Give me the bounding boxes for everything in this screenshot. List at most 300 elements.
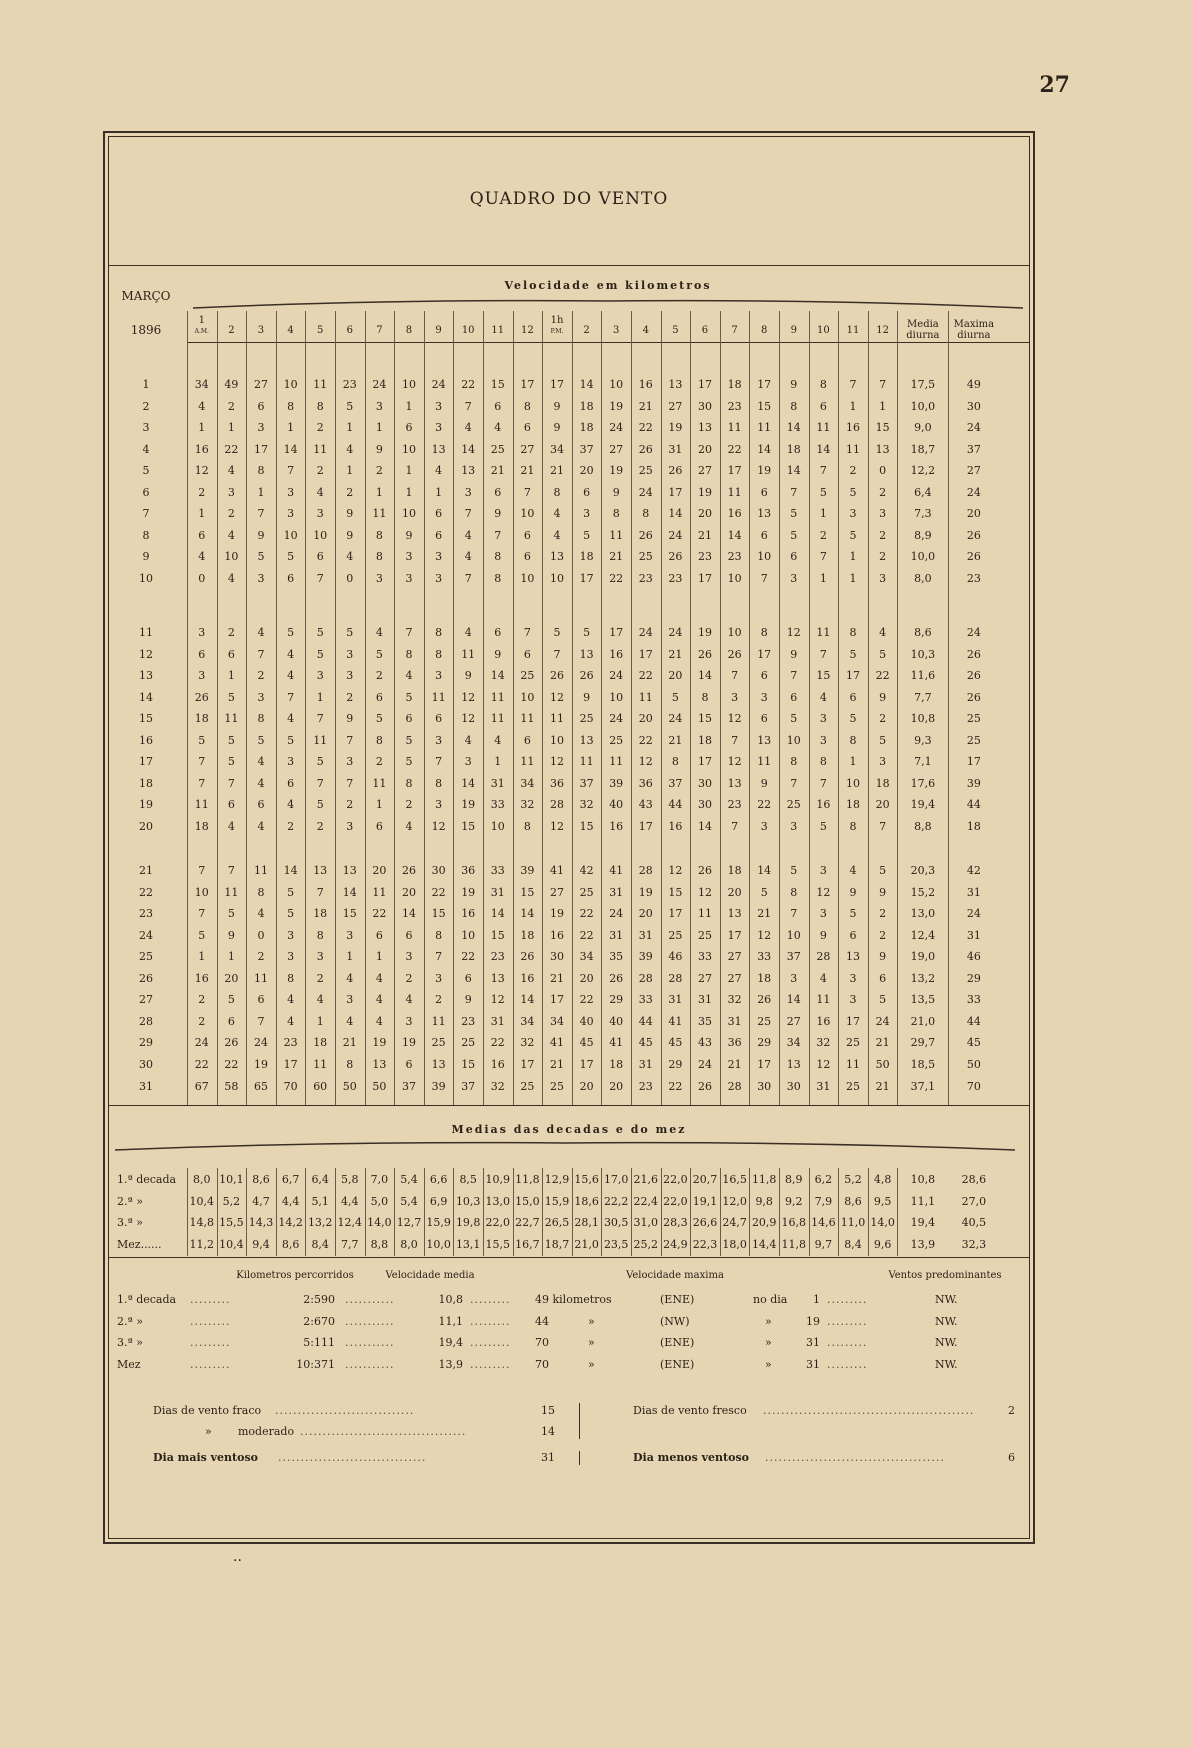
hour-value: 6	[257, 798, 265, 812]
hour-value: 30	[549, 950, 564, 964]
hour-value: 21	[668, 647, 683, 661]
hour-value: 15	[668, 885, 683, 899]
vento-value: NW.	[935, 1336, 958, 1349]
day-label: 4	[142, 442, 150, 456]
hour-value: 4	[227, 528, 235, 542]
day-label: 3	[142, 421, 150, 435]
hour-value: 36	[549, 776, 564, 790]
hour-value: 11	[845, 1057, 860, 1071]
decada-hour-value: 4,4	[341, 1194, 359, 1208]
decada-hour-value: 22,0	[663, 1173, 688, 1186]
hour-value: 2	[819, 528, 827, 542]
hour-header: 6	[701, 325, 709, 336]
hour-value: 8	[375, 733, 383, 747]
hour-value: 7	[257, 647, 265, 661]
hour-value: 7	[435, 950, 443, 964]
hour-value: 5	[849, 647, 857, 661]
hour-value: 13	[757, 733, 772, 747]
hour-value: 11	[313, 733, 328, 747]
hour-value: 5	[198, 928, 206, 942]
decada-hour-value: 8,6	[252, 1173, 270, 1186]
hour-value: 9	[346, 528, 354, 542]
hour-value: 6	[435, 712, 443, 726]
medias-column-rule	[661, 1168, 662, 1256]
dia-value: 19	[806, 1314, 820, 1328]
decada-label: 1.ª decada	[117, 1173, 177, 1186]
hour-header: 1 A.M.	[187, 315, 217, 337]
hour-value: 10	[401, 507, 416, 521]
hour-value: 8	[257, 712, 265, 726]
hour-value: 6	[435, 528, 443, 542]
hour-value: 4	[316, 485, 324, 499]
hour-value: 3	[346, 993, 354, 1007]
leader-dots: ...........	[345, 1314, 395, 1328]
decada-hour-value: 28,3	[663, 1216, 688, 1229]
hour-value: 12	[638, 755, 653, 769]
hour-value: 9	[583, 690, 591, 704]
hour-value: 6	[583, 485, 591, 499]
decada-hour-value: 4,4	[281, 1194, 300, 1208]
hour-value: 8	[435, 776, 443, 790]
hour-value: 6	[523, 528, 531, 542]
hour-value: 11	[224, 885, 239, 899]
decada-hour-value: 12,0	[722, 1194, 747, 1208]
medias-column-rule	[749, 1168, 750, 1256]
hour-value: 4	[287, 712, 295, 726]
hour-value: 11	[757, 755, 772, 769]
hour-value: 50	[342, 1079, 357, 1093]
hour-value: 21	[875, 1079, 890, 1093]
hour-value: 5	[287, 885, 295, 899]
hour-value: 23	[638, 1079, 653, 1093]
hour-value: 14	[461, 442, 476, 456]
hour-value: 24	[875, 1014, 890, 1028]
hour-value: 5	[227, 690, 235, 704]
hour-value: 8	[405, 776, 413, 790]
hour-value: 5	[790, 507, 798, 521]
hour-value: 5	[287, 626, 295, 639]
hour-value: 2	[227, 626, 235, 639]
leader-dots: ...............................................	[763, 1404, 975, 1417]
hour-value: 21	[549, 971, 564, 985]
hour-value: 25	[638, 464, 653, 478]
hour-value: 1	[257, 485, 265, 499]
hour-value: 5	[227, 755, 235, 769]
hour-value: 3	[257, 421, 265, 435]
hour-value: 44	[668, 798, 683, 812]
hour-value: 17	[609, 626, 624, 639]
maxima-diurna-value: 20	[966, 507, 981, 521]
hour-value: 7	[316, 885, 324, 899]
decada-hour-value: 11,8	[751, 1173, 777, 1186]
hour-value: 6	[464, 971, 472, 985]
hour-value: 9	[612, 485, 620, 499]
hour-value: 15	[579, 819, 594, 833]
hour-value: 11	[253, 864, 268, 877]
hour-value: 3	[287, 950, 295, 964]
hour-value: 32	[520, 1036, 535, 1050]
hour-value: 16	[727, 507, 742, 521]
hour-value: 5	[879, 993, 887, 1007]
hour-value: 3	[819, 864, 827, 877]
hour-value: 8	[849, 819, 857, 833]
decada-hour-value: 15,6	[574, 1173, 599, 1186]
hour-value: 16	[816, 798, 831, 812]
maxima-diurna-value: 24	[966, 907, 981, 921]
hour-value: 5	[790, 864, 798, 877]
leader-dots: .........	[827, 1314, 868, 1328]
hour-value: 1	[819, 571, 827, 585]
hour-value: 11	[727, 421, 742, 435]
hour-value: 19	[549, 907, 564, 921]
hour-value: 4	[819, 971, 827, 985]
hour-value: 7	[819, 550, 827, 564]
decada-hour-value: 14,3	[248, 1216, 274, 1229]
mais-label: Dia mais ventoso	[153, 1451, 258, 1464]
hour-value: 31	[638, 1057, 653, 1071]
hour-value: 8	[346, 1057, 354, 1071]
vel-media-value: 11,1	[438, 1314, 463, 1328]
hour-value: 23	[668, 571, 683, 585]
hour-value: 19	[757, 464, 772, 478]
decada-hour-value: 22,7	[515, 1216, 540, 1229]
day-label: 12	[139, 647, 153, 661]
hour-value: 9	[494, 647, 502, 661]
hour-value: 27	[549, 885, 564, 899]
hour-value: 21	[757, 907, 772, 921]
decada-hour-value: 4,7	[252, 1194, 270, 1208]
hour-value: 14	[490, 669, 505, 683]
hour-value: 3	[405, 950, 413, 964]
hour-value: 6	[790, 550, 798, 564]
day-label: 15	[139, 712, 153, 726]
hour-value: 4	[464, 421, 472, 435]
hour-value: 8	[435, 647, 443, 661]
hour-value: 25	[579, 885, 594, 899]
hour-value: 20	[638, 712, 653, 726]
hour-value: 3	[760, 819, 768, 833]
hour-value: 1	[849, 550, 857, 564]
hour-value: 8	[523, 399, 531, 413]
hour-value: 24	[609, 712, 624, 726]
hour-value: 10	[727, 626, 742, 639]
decada-hour-value: 8,4	[844, 1237, 862, 1251]
hour-value: 3	[346, 647, 354, 661]
hour-header: 2	[228, 325, 235, 336]
hour-value: 31	[490, 776, 505, 790]
hour-value: 3	[198, 626, 206, 639]
hour-value: 11	[816, 626, 831, 639]
vel-media-value: 10,8	[438, 1293, 463, 1306]
hour-value: 4	[375, 626, 383, 639]
hour-value: 3	[287, 507, 295, 521]
hour-value: 6	[287, 571, 295, 585]
media-diurna-value: 20,3	[910, 864, 936, 877]
hour-value: 12	[461, 690, 476, 704]
hour-value: 8	[287, 971, 295, 985]
hour-value: 4	[257, 626, 265, 639]
hour-value: 11	[579, 755, 594, 769]
hour-value: 4	[257, 755, 265, 769]
hour-value: 5	[849, 907, 857, 921]
hour-value: 13	[549, 550, 564, 564]
hour-header: 8	[761, 325, 768, 336]
hour-value: 11	[845, 442, 860, 456]
hour-value: 6	[405, 712, 413, 726]
decada-hour-value: 12,7	[396, 1216, 422, 1229]
hour-value: 4	[227, 571, 235, 585]
day-label: 7	[142, 507, 150, 521]
hour-value: 25	[757, 1014, 772, 1028]
hour-value: 10	[313, 528, 328, 542]
hour-value: 17	[727, 928, 742, 942]
hour-value: 29	[609, 993, 624, 1007]
hour-value: 2	[879, 907, 887, 921]
hour-value: 7	[346, 776, 354, 790]
media-diurna-value: 13,2	[910, 971, 936, 985]
hour-value: 1	[849, 571, 857, 585]
decada-hour-value: 22,4	[633, 1194, 659, 1208]
media-diurna-value: 12,2	[910, 464, 936, 478]
hour-value: 14	[786, 993, 801, 1007]
hour-value: 1	[346, 421, 354, 435]
hour-value: 5	[879, 733, 887, 747]
mais-value: 31	[541, 1451, 555, 1464]
hour-value: 25	[490, 442, 505, 456]
decada-hour-value: 11,8	[515, 1173, 540, 1186]
decada-hour-value: 8,4	[311, 1237, 329, 1251]
hour-value: 7	[464, 571, 472, 585]
no-dia-label: no dia	[753, 1293, 788, 1306]
vel-maxima-value: 49 kilometros	[535, 1293, 612, 1306]
maxima-diurna-value: 26	[966, 647, 981, 661]
hour-value: 1	[819, 507, 827, 521]
dia-value: 1	[813, 1293, 820, 1306]
hour-value: 17	[845, 1014, 860, 1028]
hour-value: 5	[257, 550, 265, 564]
hour-value: 16	[520, 971, 535, 985]
hour-value: 31	[816, 1079, 831, 1093]
hour-value: 3	[346, 928, 354, 942]
hour-value: 22	[224, 442, 239, 456]
hour-value: 3	[287, 755, 295, 769]
hour-value: 6	[375, 819, 383, 833]
hour-value: 12	[549, 819, 564, 833]
hour-value: 39	[638, 950, 653, 964]
hour-value: 3	[375, 399, 383, 413]
hour-value: 12	[490, 993, 505, 1007]
km-value: 2:670	[303, 1314, 335, 1328]
hour-value: 11	[431, 690, 446, 704]
hour-value: 4	[849, 864, 857, 877]
hour-value: 1	[375, 798, 383, 812]
decada-hour-value: 24,9	[663, 1237, 688, 1251]
medias-column-rule	[365, 1168, 366, 1256]
medias-column-rule	[394, 1168, 395, 1256]
hour-value: 22	[668, 1079, 683, 1093]
hour-value: 40	[609, 1014, 624, 1028]
hour-value: 37	[786, 950, 801, 964]
hour-value: 14	[283, 442, 298, 456]
hour-value: 29	[757, 1036, 772, 1050]
hour-value: 3	[583, 507, 591, 521]
hour-value: 5	[879, 864, 887, 877]
hour-value: 5	[790, 528, 798, 542]
hour-value: 10	[727, 571, 742, 585]
day-label: 30	[139, 1057, 153, 1071]
hour-value: 32	[520, 798, 535, 812]
hour-value: 31	[668, 993, 683, 1007]
hour-value: 0	[198, 571, 206, 585]
hour-value: 7	[316, 712, 324, 726]
hour-value: 39	[609, 776, 624, 790]
hour-value: 10	[549, 733, 564, 747]
media-diurna-value: 37,1	[910, 1079, 936, 1093]
hour-value: 19	[668, 421, 683, 435]
hour-value: 20	[609, 1079, 624, 1093]
hour-header: 7	[731, 325, 738, 336]
hour-value: 24	[638, 485, 653, 499]
hour-value: 8	[849, 733, 857, 747]
hour-value: 14	[757, 442, 772, 456]
hour-value: 11	[372, 776, 387, 790]
hour-value: 36	[727, 1036, 742, 1050]
hour-value: 6	[375, 928, 383, 942]
hour-value: 11	[609, 528, 624, 542]
decada-hour-value: 16,5	[722, 1173, 747, 1186]
decada-hour-value: 22,3	[692, 1237, 718, 1251]
hour-value: 5	[849, 712, 857, 726]
hour-value: 6	[435, 507, 443, 521]
medias-column-rule	[305, 1168, 306, 1256]
media-diurna-value: 8,6	[914, 626, 932, 639]
hour-value: 28	[668, 971, 683, 985]
hour-value: 12	[549, 690, 564, 704]
no-dia-label: »	[765, 1314, 772, 1328]
hour-value: 31	[490, 1014, 505, 1028]
maxima-diurna-value: 46	[966, 950, 981, 964]
decada-hour-value: 22,0	[663, 1194, 688, 1208]
media-diurna-value: 19,4	[910, 798, 936, 812]
hour-value: 7	[790, 776, 798, 790]
hour-value: 14	[283, 864, 298, 877]
hour-value: 18	[845, 798, 860, 812]
decada-hour-value: 13,0	[485, 1194, 511, 1208]
hour-value: 15	[816, 669, 831, 683]
hour-value: 6	[405, 421, 413, 435]
hour-value: 11	[224, 712, 239, 726]
hour-value: 31	[727, 1014, 742, 1028]
velocity-label: Velocidade em kilometros	[504, 279, 712, 292]
hour-value: 0	[346, 571, 354, 585]
medias-column-rule	[542, 1168, 543, 1256]
hour-value: 5	[553, 626, 561, 639]
hour-header: 2	[583, 325, 590, 336]
hour-value: 37	[579, 442, 594, 456]
decada-hour-value: 19,8	[455, 1216, 481, 1229]
hour-value: 2	[346, 690, 354, 704]
hour-value: 15	[697, 712, 712, 726]
am-label: A.M.	[194, 328, 209, 335]
hour-value: 11	[638, 690, 653, 704]
hour-value: 8	[257, 464, 265, 478]
hour-value: 24	[609, 669, 624, 683]
medias-column-rule	[483, 1168, 484, 1256]
hour-value: 10	[845, 776, 860, 790]
hour-value: 17	[520, 378, 535, 391]
hour-value: 1	[227, 421, 235, 435]
medias-column-rule	[276, 1168, 277, 1256]
hour-value: 4	[198, 399, 206, 413]
hour-value: 3	[316, 669, 324, 683]
decada-hour-value: 6,2	[814, 1173, 833, 1186]
hour-value: 6	[523, 647, 531, 661]
media-diurna-value: 18,5	[910, 1057, 936, 1071]
velocity-brace	[193, 299, 1023, 309]
day-label: 24	[139, 928, 153, 942]
stray-mark: ··	[233, 1553, 242, 1569]
day-label: 22	[139, 885, 153, 899]
decada-media-value: 11,1	[910, 1194, 936, 1208]
hour-value: 3	[405, 1014, 413, 1028]
hour-value: 7	[731, 819, 739, 833]
hour-value: 7	[849, 378, 857, 391]
hour-value: 25	[786, 798, 801, 812]
hour-value: 17	[520, 1057, 535, 1071]
hour-value: 3	[435, 971, 443, 985]
decada-hour-value: 8,6	[844, 1194, 862, 1208]
hour-value: 21	[668, 733, 683, 747]
hour-value: 14	[727, 528, 742, 542]
hour-value: 26	[579, 669, 594, 683]
hour-value: 17	[668, 907, 683, 921]
hour-value: 17	[757, 1057, 772, 1071]
decada-hour-value: 15,5	[485, 1237, 511, 1251]
hour-value: 25	[668, 928, 683, 942]
hour-value: 10	[786, 733, 801, 747]
medias-column-rule	[335, 1168, 336, 1256]
hour-value: 8	[790, 755, 798, 769]
hour-value: 2	[375, 669, 383, 683]
hour-value: 6	[819, 399, 827, 413]
moderado-label: moderado	[238, 1425, 295, 1438]
day-label: 5	[142, 464, 150, 478]
hour-value: 14	[342, 885, 357, 899]
menos-value: 6	[1008, 1451, 1015, 1464]
day-label: 13	[139, 669, 153, 683]
maxima-diurna-value: 24	[966, 421, 981, 435]
hour-value: 1	[198, 950, 206, 964]
footer-separator	[579, 1403, 580, 1439]
hour-value: 6	[405, 1057, 413, 1071]
hour-header: 4	[642, 325, 649, 336]
hour-value: 7	[819, 464, 827, 478]
media-diurna-value: 12,4	[910, 928, 936, 942]
hour-value: 7	[316, 571, 324, 585]
hour-value: 5	[375, 647, 383, 661]
hour-value: 3	[346, 755, 354, 769]
decada-hour-value: 19,1	[692, 1194, 718, 1208]
hour-value: 18	[579, 399, 594, 413]
hour-value: 9	[879, 885, 887, 899]
hour-value: 2	[198, 993, 206, 1007]
hour-value: 3	[435, 798, 443, 812]
hour-value: 22	[431, 885, 446, 899]
hour-value: 4	[553, 507, 561, 521]
direction-value: (NW)	[660, 1314, 690, 1328]
hour-value: 11	[431, 1014, 446, 1028]
hour-value: 16	[609, 647, 624, 661]
